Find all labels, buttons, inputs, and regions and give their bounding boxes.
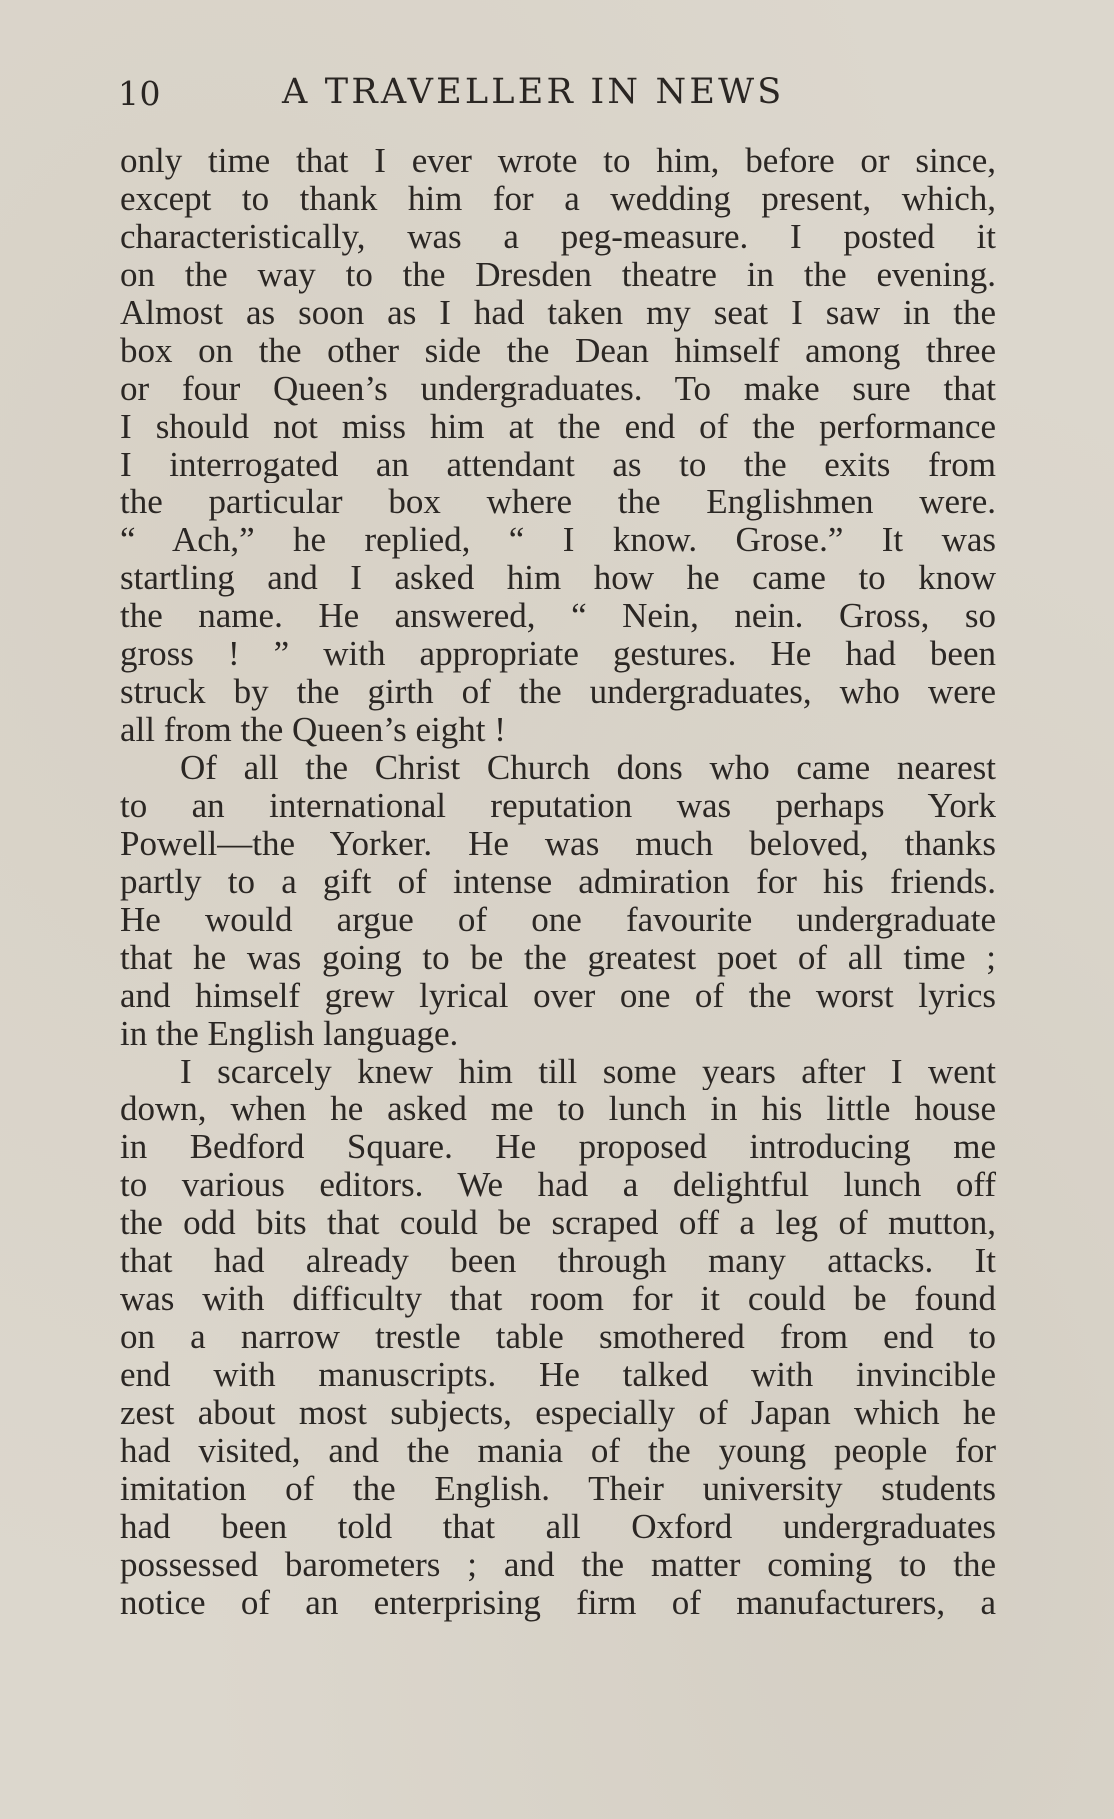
text-line: gross ! ” with appropriate gestures. He had been xyxy=(120,635,996,674)
text-line: and himself grew lyrical over one of the worst lyrics xyxy=(120,976,996,1015)
text-line: only time that I ever wrote to him, before or since, xyxy=(120,142,996,180)
text-line: I interrogated an attendant as to the exits from xyxy=(120,445,996,484)
text-line: on the way to the Dresden theatre in the evening. xyxy=(120,255,996,294)
book-title: A TRAVELLER IN NEWS xyxy=(282,72,785,112)
text-line: I should not miss him at the end of the performance xyxy=(120,407,996,446)
text-line: down, when he asked me to lunch in his little house xyxy=(120,1090,996,1129)
text-line: imitation of the English. Their university students xyxy=(120,1469,996,1508)
text-line: the odd bits that could be scraped off a leg of mutton, xyxy=(120,1204,996,1243)
text-line: that had already been through many attacks. It xyxy=(120,1242,996,1281)
text-line: Of all the Christ Church dons who came nearest xyxy=(180,749,996,787)
text-line: characteristically, was a peg-measure. I posted it xyxy=(120,217,996,256)
text-line: to various editors. We had a delightful lunch off xyxy=(120,1166,996,1205)
text-line: or four Queen’s undergraduates. To make sure that xyxy=(120,369,996,408)
page-number: 10 xyxy=(118,74,161,113)
text-line: Almost as soon as I had taken my seat I saw in the xyxy=(120,293,996,332)
text-line: all from the Queen’s eight ! xyxy=(120,711,506,749)
text-line: “ Ach,” he replied, “ I know. Grose.” It was xyxy=(120,521,996,560)
text-line: in the English language. xyxy=(120,1014,459,1053)
text-line: except to thank him for a wedding present, which, xyxy=(120,179,996,218)
text-line: box on the other side the Dean himself among three xyxy=(120,331,996,370)
text-line: that he was going to be the greatest poet of all time ; xyxy=(120,938,996,977)
text-line: in Bedford Square. He proposed introducing me xyxy=(120,1128,996,1167)
text-line: to an international reputation was perhaps York xyxy=(120,786,996,825)
text-line: I scarcely knew him till some years after I went xyxy=(180,1052,996,1091)
text-line: notice of an enterprising firm of manufacturers, a xyxy=(120,1583,996,1622)
text-line: partly to a gift of intense admiration for his friends. xyxy=(120,862,996,901)
text-line: He would argue of one favourite undergraduate xyxy=(120,900,996,939)
running-head xyxy=(118,68,998,118)
text-line: possessed barometers ; and the matter coming to the xyxy=(120,1545,996,1584)
text-line: end with manuscripts. He talked with invincible xyxy=(120,1356,996,1394)
body-text xyxy=(120,142,996,1622)
text-line: on a narrow trestle table smothered from end to xyxy=(120,1318,996,1356)
text-line: zest about most subjects, especially of Japan which he xyxy=(120,1393,996,1432)
text-line: had visited, and the mania of the young people for xyxy=(120,1431,996,1470)
text-line: the name. He answered, “ Nein, nein. Gross, so xyxy=(120,597,996,636)
text-line: was with difficulty that room for it could be found xyxy=(120,1280,996,1319)
text-line: struck by the girth of the undergraduates, who were xyxy=(120,673,996,712)
text-line: Powell—the Yorker. He was much beloved, thanks xyxy=(120,824,996,863)
text-line: the particular box where the Englishmen were. xyxy=(120,483,996,522)
text-line: had been told that all Oxford undergraduates xyxy=(120,1507,996,1546)
text-line: startling and I asked him how he came to know xyxy=(120,559,996,598)
